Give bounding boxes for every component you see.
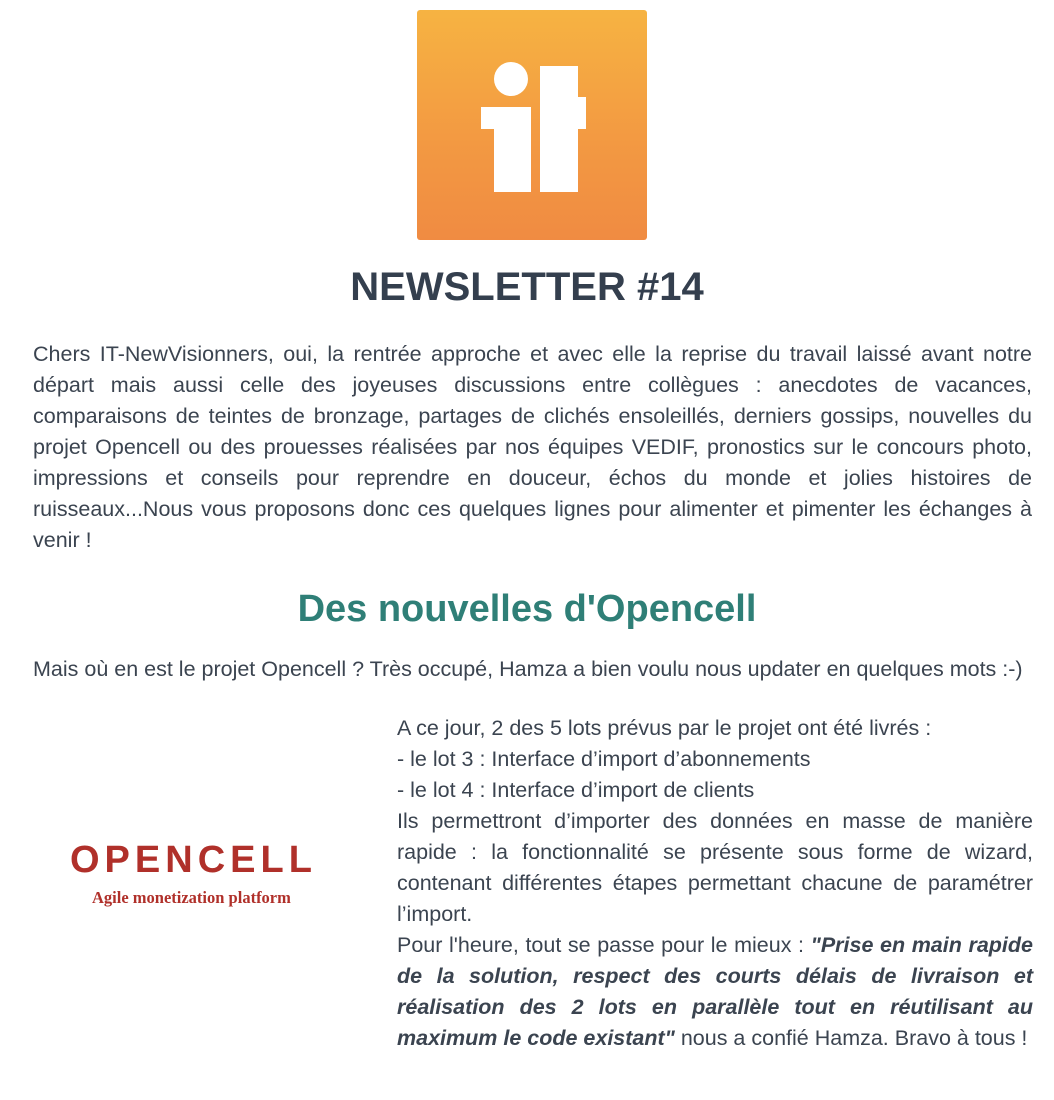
opencell-tagline: Agile monetization platform (92, 888, 291, 907)
section-title-opencell: Des nouvelles d'Opencell (297, 588, 757, 630)
lot-item: - le lot 3 : Interface d’import d’abonnements (397, 747, 811, 771)
it-logo (417, 10, 647, 240)
logo-stem-t-shape (540, 66, 578, 192)
opencell-wordmark: OPENCELL (70, 839, 317, 881)
quote-paragraph (397, 930, 1033, 1054)
quote-lead: Pour l'heure, tout se passe pour le mieux : (397, 933, 811, 957)
quote-tail: nous a confié Hamza. Bravo à tous ! (674, 1026, 1028, 1050)
logo-stem-i-shape (494, 107, 531, 192)
section-intro-paragraph: Mais où en est le projet Opencell ? Très occupé, Hamza a bien voulu nous updater en quelques mots :-) (33, 657, 1023, 681)
logo-crossbar-shape (578, 97, 586, 129)
lot-item: - le lot 4 : Interface d’import de clients (397, 778, 755, 802)
it-logo-glyph (417, 10, 647, 240)
intro-paragraph: Chers IT-NewVisionners, oui, la rentrée approche et avec elle la reprise du travail laissé avant notre départ mais aussi celle des joyeuses discussions entre collègues : anecdotes de vacances, comparaisons de teintes de bronzage, partages de clichés ensoleillés, derniers gossips, nouvelles du projet Opencell ou des prouesses réalisées par nos équipes VEDIF, pronostics sur le concours photo, impressions et conseils pour reprendre en douceur, échos du monde et jolies histoires de ruisseaux...Nous vous proposons donc ces quelques lignes pour alimenter et pimenter les échanges à venir ! (33, 342, 1032, 552)
status-line: A ce jour, 2 des 5 lots prévus par le projet ont été livrés : (397, 716, 932, 740)
hamza-quote: "Prise en main rapide de la solution, respect des courts délais de livraison et réalisation des 2 lots en parallèle tout en réutilisant au maximum le code existant" (397, 933, 1033, 1050)
opencell-details (397, 713, 1033, 1054)
description-paragraph: Ils permettront d’importer des données en masse de manière rapide : la fonctionnalité se présente sous forme de wizard, contenant différentes étapes permettant chacune de paramétrer l’import. (397, 809, 1033, 926)
newsletter-title: NEWSLETTER #14 (350, 265, 704, 309)
opencell-logo (70, 838, 332, 918)
logo-dot-shape (494, 62, 528, 96)
